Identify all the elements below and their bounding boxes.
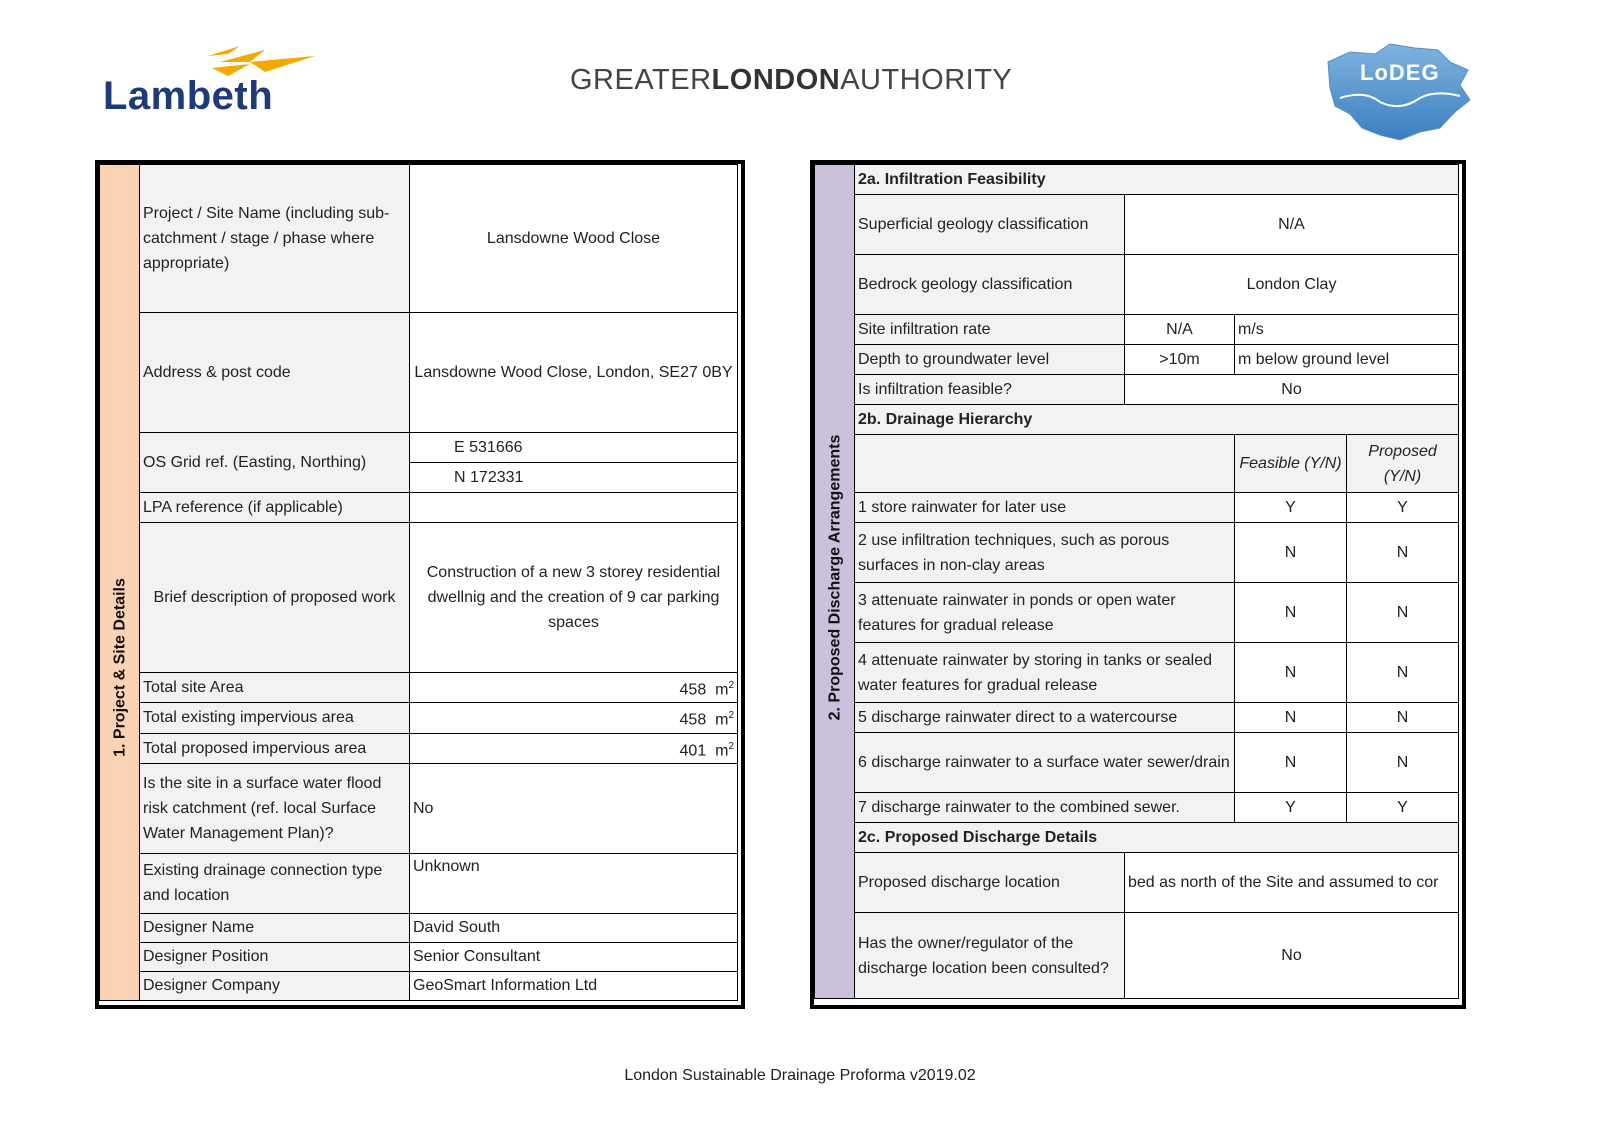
london-map-icon [1320, 40, 1480, 145]
consulted-value: No [1125, 913, 1459, 999]
hierarchy-row-feasible: N [1235, 703, 1347, 733]
groundwater-depth-label: Depth to groundwater level [855, 345, 1125, 375]
section-2-band [815, 165, 855, 999]
northing-value: 172331 [470, 469, 524, 486]
infiltration-rate-unit: m/s [1235, 315, 1459, 345]
hierarchy-row-feasible: N [1235, 523, 1347, 583]
hierarchy-row-proposed: N [1347, 583, 1459, 643]
section-2-title: 2. Proposed Discharge Arrangements [826, 434, 844, 721]
connection-value: Unknown [410, 853, 738, 913]
flood-risk-value: No [410, 763, 738, 853]
lodeg-logo [1320, 40, 1480, 145]
designer-position-label: Designer Position [140, 942, 410, 971]
hierarchy-row-proposed: N [1347, 733, 1459, 793]
hierarchy-row-feasible: N [1235, 643, 1347, 703]
section-2-table [814, 164, 1459, 999]
easting-prefix: E [454, 439, 465, 456]
gla-bold: LONDON [711, 64, 841, 96]
description-label: Brief description of proposed work [140, 523, 410, 673]
lodeg-wordmark: LoDEG [1360, 60, 1440, 85]
existing-impervious-label: Total existing impervious area [140, 703, 410, 733]
description-value: Construction of a new 3 storey residential dwellnig and the creation of 9 car parking spaces [410, 523, 738, 673]
designer-company-value: GeoSmart Information Ltd [410, 971, 738, 1000]
hierarchy-heading: 2b. Drainage Hierarchy [855, 405, 1459, 435]
section-1-title: 1. Project & Site Details [111, 578, 129, 757]
designer-name-label: Designer Name [140, 913, 410, 942]
flood-risk-label: Is the site in a surface water flood risk catchment (ref. local Surface Water Management Plan)? [140, 763, 410, 853]
infiltration-heading: 2a. Infiltration Feasibility [855, 165, 1459, 195]
hierarchy-row-feasible: Y [1235, 493, 1347, 523]
project-name-value: Lansdowne Wood Close [410, 165, 738, 313]
hierarchy-row-label: 7 discharge rainwater to the combined sewer. [855, 793, 1235, 823]
hierarchy-header-blank [855, 435, 1235, 493]
hierarchy-row-label: 2 use infiltration techniques, such as porous surfaces in non-clay areas [855, 523, 1235, 583]
hierarchy-row-label: 1 store rainwater for later use [855, 493, 1235, 523]
bedrock-geology-value: London Clay [1125, 255, 1459, 315]
superficial-geology-value: N/A [1125, 195, 1459, 255]
hierarchy-row-feasible: N [1235, 583, 1347, 643]
proposed-impervious-value: 401 [679, 741, 707, 759]
section-1-band [100, 165, 140, 1001]
hierarchy-row-proposed: Y [1347, 493, 1459, 523]
hierarchy-row-proposed: N [1347, 703, 1459, 733]
project-name-label: Project / Site Name (including sub-catchment / stage / phase where appropriate) [140, 165, 410, 313]
hierarchy-row-label: 6 discharge rainwater to a surface water sewer/drain [855, 733, 1235, 793]
existing-impervious-unit: m [715, 711, 729, 729]
gla-light-2: AUTHORITY [840, 64, 1013, 96]
existing-impervious-cell [410, 703, 738, 733]
section-1-table [99, 164, 738, 1001]
discharge-location-value: bed as north of the Site and assumed to cor [1125, 853, 1459, 913]
footer-text: London Sustainable Drainage Proforma v2019.02 [624, 1067, 976, 1084]
hierarchy-row-proposed: N [1347, 523, 1459, 583]
infiltration-rate-label: Site infiltration rate [855, 315, 1125, 345]
groundwater-depth-value: >10m [1125, 345, 1235, 375]
lpa-label: LPA reference (if applicable) [140, 493, 410, 523]
lambeth-wordmark: Lambeth [103, 74, 274, 118]
proposed-impervious-label: Total proposed impervious area [140, 733, 410, 763]
northing-prefix: N [454, 469, 466, 486]
hierarchy-row-feasible: Y [1235, 793, 1347, 823]
easting-cell [410, 433, 738, 463]
site-area-label: Total site Area [140, 673, 410, 703]
site-area-value: 458 [679, 681, 707, 699]
gla-logo [570, 64, 1012, 97]
proposed-impervious-unit: m [715, 741, 729, 759]
groundwater-depth-unit: m below ground level [1235, 345, 1459, 375]
address-value: Lansdowne Wood Close, London, SE27 0BY [410, 313, 738, 433]
site-area-cell [410, 673, 738, 703]
designer-name-value: David South [410, 913, 738, 942]
infiltration-rate-value: N/A [1125, 315, 1235, 345]
hierarchy-row-proposed: N [1347, 643, 1459, 703]
easting-value: 531666 [469, 439, 523, 456]
hierarchy-row-proposed: Y [1347, 793, 1459, 823]
hierarchy-row-label: 5 discharge rainwater direct to a watercourse [855, 703, 1235, 733]
gla-light-1: GREATER [570, 64, 712, 96]
connection-label: Existing drainage connection type and location [140, 853, 410, 913]
designer-position-value: Senior Consultant [410, 942, 738, 971]
hierarchy-row-label: 4 attenuate rainwater by storing in tanks or sealed water features for gradual release [855, 643, 1235, 703]
feasible-column-header: Feasible (Y/N) [1235, 435, 1347, 493]
proposed-impervious-unit-sup: 2 [728, 740, 734, 752]
hierarchy-row-label: 3 attenuate rainwater in ponds or open water features for gradual release [855, 583, 1235, 643]
hierarchy-row-feasible: N [1235, 733, 1347, 793]
infiltration-feasible-value: No [1125, 375, 1459, 405]
consulted-label: Has the owner/regulator of the discharge location been consulted? [855, 913, 1125, 999]
lpa-value [410, 493, 738, 523]
discharge-location-label: Proposed discharge location [855, 853, 1125, 913]
grid-ref-label: OS Grid ref. (Easting, Northing) [140, 433, 410, 493]
site-area-unit-sup: 2 [728, 680, 734, 691]
address-label: Address & post code [140, 313, 410, 433]
proposed-impervious-cell [410, 733, 738, 763]
northing-cell [410, 463, 738, 493]
existing-impervious-unit-sup: 2 [728, 710, 734, 722]
bedrock-geology-label: Bedrock geology classification [855, 255, 1125, 315]
designer-company-label: Designer Company [140, 971, 410, 1000]
existing-impervious-value: 458 [679, 711, 707, 729]
superficial-geology-label: Superficial geology classification [855, 195, 1125, 255]
infiltration-feasible-label: Is infiltration feasible? [855, 375, 1125, 405]
discharge-heading: 2c. Proposed Discharge Details [855, 823, 1459, 853]
site-area-unit: m [715, 681, 729, 699]
proposed-column-header: Proposed (Y/N) [1347, 435, 1459, 493]
